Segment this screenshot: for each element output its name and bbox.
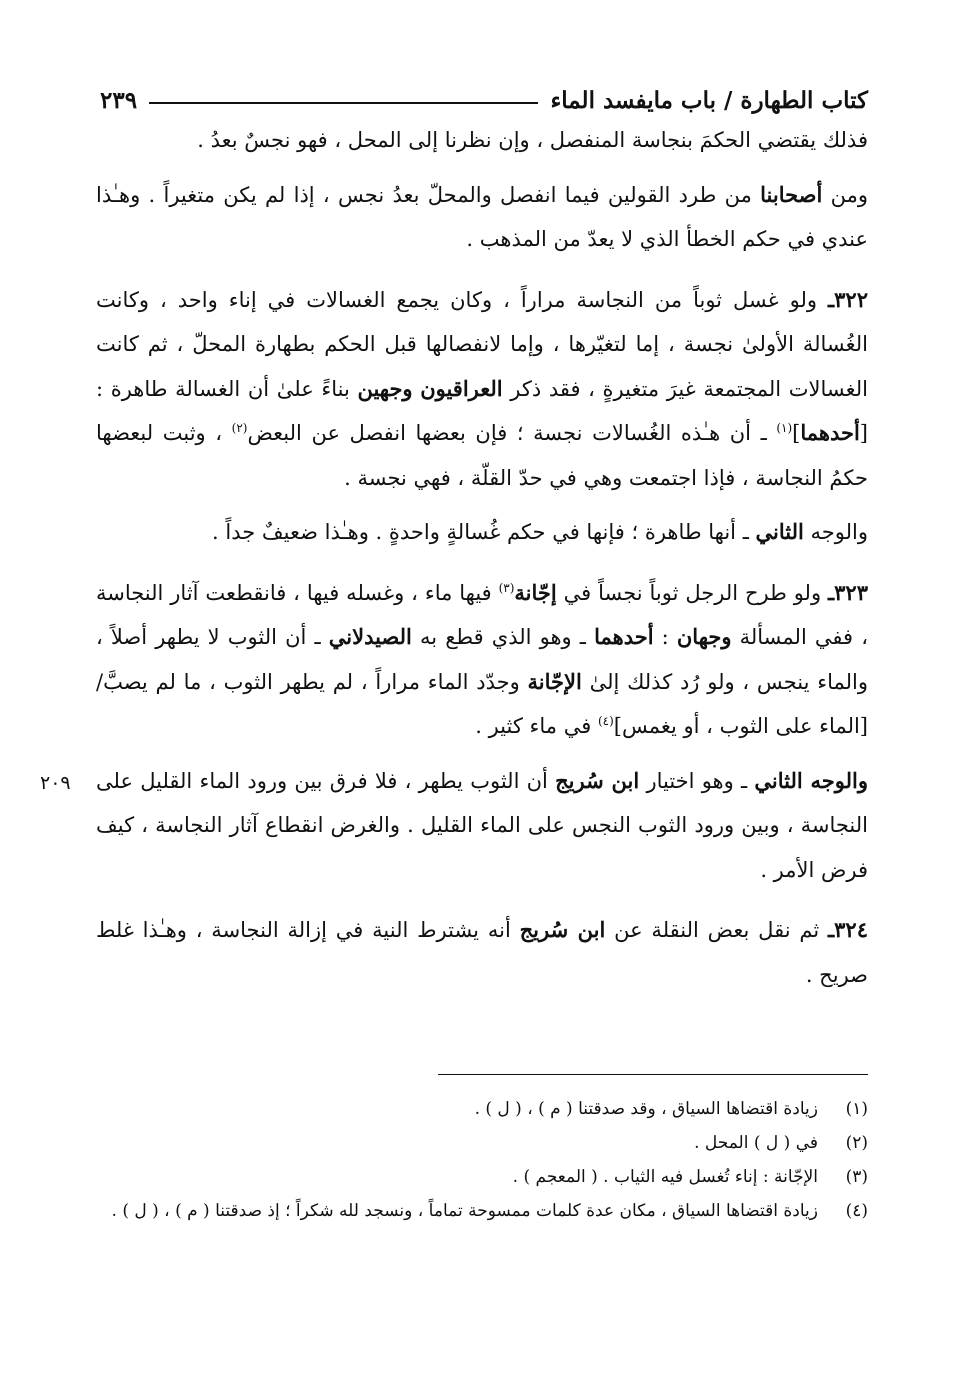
bold-term: والوجه الثاني (754, 767, 868, 793)
text-run: : (653, 625, 677, 649)
footnote-ref: (١) (776, 421, 793, 435)
text-run: والوجه (803, 520, 868, 544)
header-rule (149, 102, 538, 104)
footnote-ref: (٢) (231, 421, 248, 435)
footnote-number: (٤) (845, 1201, 868, 1221)
bold-term: العراقيون (420, 375, 503, 401)
text-run: ثم نقل بعض النقلة عن (605, 918, 828, 942)
footnote-ref: (٤) (597, 714, 614, 728)
text-run: ـ أنها طاهرة ؛ فإنها في حكم غُسالةٍ واحدةٍ . وهـٰذا ضعيفٌ جداً . (212, 520, 756, 544)
footnote (96, 1092, 868, 1126)
footnote-text: زيادة اقتضاها السياق ، وقد صدقتنا ( م ) ، ( ل ) . (474, 1099, 818, 1119)
main-text (96, 118, 868, 1007)
footnote-text: الإجّانة : إناء تُغسل فيه الثياب . ( المعجم ) . (512, 1167, 818, 1187)
bold-term: إجّانة (514, 579, 557, 605)
paragraph (96, 908, 868, 997)
bold-term: أحدهما (800, 420, 860, 445)
bold-term: الإجّانة (527, 668, 582, 694)
paragraph (96, 571, 868, 749)
text-run: ـ وهو الذي قطع به (411, 625, 595, 649)
text-run: أن الثوب يطهر ، فلا فرق بين ورود الماء القليل على النجاسة ، وبين ورود الثوب النجس على الماء القليل . والغرض انقطاع آثار النجاسة ، كيف فرض الأمر . (96, 768, 868, 882)
text-run: فيها ماء ، وغسله فيها ، فانقطعت آثار النجاسة ، ففي المسألة (96, 580, 868, 649)
text-run: ولو طرح الرجل ثوباً نجساً في (556, 580, 828, 605)
text-run: ولو غسل ثوباً من النجاسة مراراً ، وكان يجمع الغسالات في إناء واحد ، وكانت الغُسالة الأولىٰ نجسة ، إما لتغيّرها ، وإما لانفصالها قبل الحكم بطهارة المحلّ ، ثم كانت الغسالات المجتمعة غيرَ متغيرةٍ ، فقد ذكر (96, 287, 868, 401)
footnotes (96, 1092, 868, 1228)
bold-term: الثاني (755, 519, 804, 544)
footnote-text: في ( ل ) المحل . (694, 1133, 818, 1153)
page-number: ٢٣٩ (100, 87, 138, 114)
footnote-separator (438, 1074, 868, 1075)
text-run: ] (792, 421, 801, 445)
paragraph (96, 759, 868, 893)
text-run: فذلك يقتضي الحكمَ بنجاسة المنفصل ، وإن نظرنا إلى المحل ، فهو نجسٌ بعدُ . (197, 128, 868, 152)
bold-term: وجهين (357, 375, 413, 401)
text-run: من طرد القولين فيما انفصل والمحلّ بعدُ نجس ، إذا لم يكن متغيراً . وهـٰذا عندي في حكم الخطأ الذي لا يعدّ من المذهب . (96, 182, 868, 251)
paragraph (96, 118, 868, 163)
footnote (96, 1194, 868, 1228)
bold-term: الصيدلاني (328, 624, 412, 649)
footnote (96, 1126, 868, 1160)
footnote-number: (٣) (845, 1167, 868, 1187)
text-run: وجدّد الماء مراراً ، لم يطهر الثوب ، ما لم يصبَّ/ [الماء على الثوب ، أو يغمس] (96, 669, 868, 738)
footnote-number: (٢) (845, 1133, 868, 1153)
bold-term: ٣٢٤ـ (827, 917, 868, 942)
text-run: ـ أن الثوب لا يطهر أصلاً ، والماء ينجس ، ولو رُد كذلك إلىٰ (96, 625, 868, 694)
text-run: ـ وهو اختيار (639, 768, 755, 793)
footnote-ref: (٣) (498, 580, 515, 595)
text-run: أنه يشترط النية في إزالة النجاسة ، وهـٰذا غلط صريح . (96, 918, 868, 987)
bold-term: أصحابنا (760, 181, 823, 207)
paragraph (96, 510, 868, 555)
footnote-text: زيادة اقتضاها السياق ، مكان عدة كلمات ممسوحة تماماً ، ونسجد لله شكراً ؛ إذ صدقتنا ( م ) ، ( ل ) . (111, 1201, 818, 1221)
header-title: كتاب الطهارة / باب مايفسد الماء (550, 87, 868, 114)
footnote-number: (١) (845, 1099, 868, 1119)
running-header (100, 70, 868, 114)
text-run: في ماء كثير . (475, 714, 598, 738)
bold-term: ٣٢٢ـ (828, 286, 868, 312)
bold-term: ٣٢٣ـ (827, 579, 868, 605)
text-run: ـ أن هـٰذه الغُسالات نجسة ؛ فإن بعضها انفصل عن البعض (247, 421, 777, 445)
bold-term: ابن سُريج (555, 767, 640, 793)
footnote (96, 1160, 868, 1194)
manuscript-folio-number: ٢٠٩ (40, 772, 71, 794)
text-run: ومن (822, 182, 868, 207)
bold-term: وجهان (676, 624, 732, 649)
text-run: ، وثبت لبعضها حكمُ النجاسة ، فإذا اجتمعت وهي في حدّ القلّة ، فهي نجسة . (96, 421, 868, 490)
text-run: بناءً علىٰ أن الغسالة طاهرة : [ (96, 376, 868, 445)
bold-term: ابن سُريج (519, 917, 606, 942)
bold-term: أحدهما (594, 624, 654, 649)
paragraph (96, 278, 868, 501)
paragraph (96, 173, 868, 262)
